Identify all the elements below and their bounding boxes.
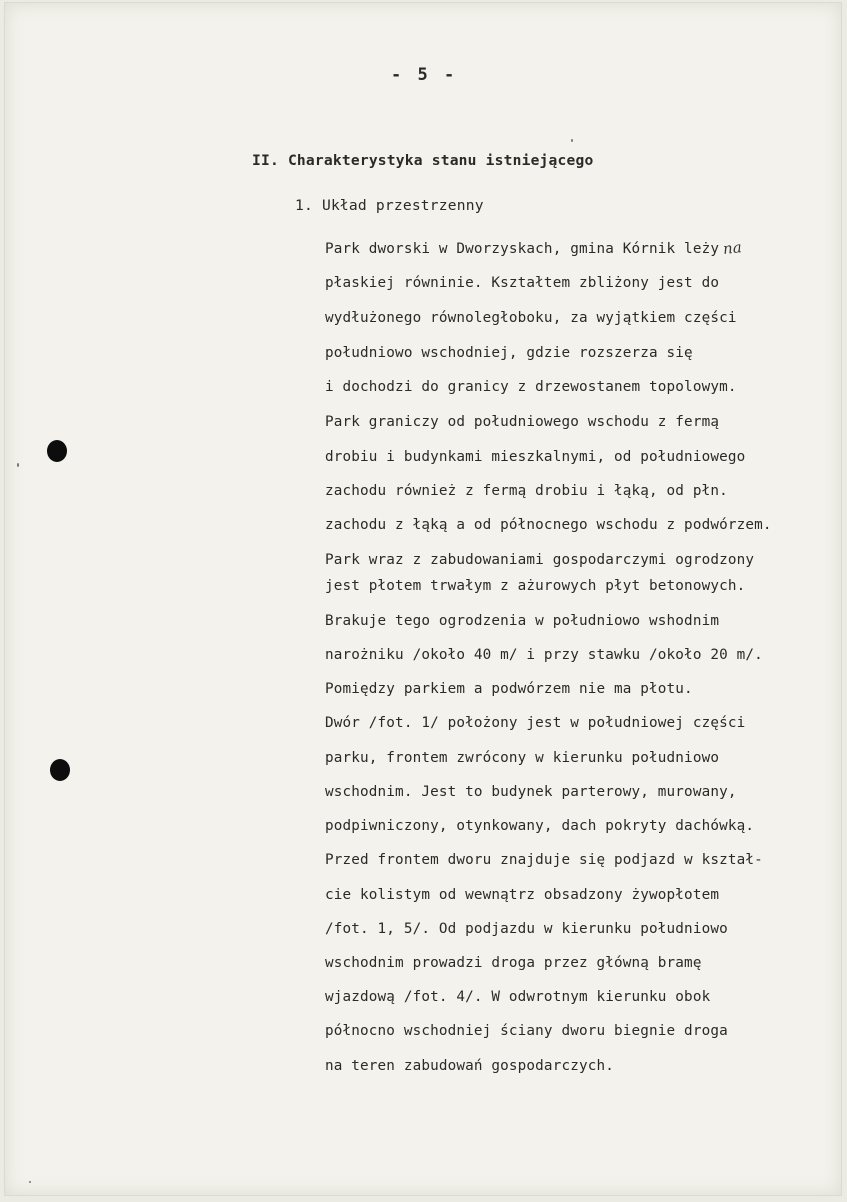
text-line: północno wschodniej ściany dworu biegnie droga [325,1023,728,1039]
paper-speck [29,1181,31,1183]
text-line: wschodnim prowadzi droga przez główną bramę [325,955,702,971]
punch-hole [50,759,70,781]
text-line: na teren zabudowań gospodarczych. [325,1058,614,1074]
text-line: drobiu i budynkami mieszkalnymi, od południowego [325,449,746,465]
punch-hole [47,440,67,462]
paper-speck [17,463,19,467]
text-line: narożniku /około 40 m/ i przy stawku /około 20 m/. [325,647,763,663]
text-line-content: Park dworski w Dworzyskach, gmina Kórnik leży [325,241,720,257]
paper-speck [571,139,573,142]
body-text [325,3,845,1202]
text-line: jest płotem trwałym z ażurowych płyt betonowych. [325,578,746,594]
document-page [4,2,842,1196]
text-line: parku, frontem zwrócony w kierunku południowo [325,750,720,766]
page-number: - 5 - [391,65,458,85]
text-line: /fot. 1, 5/. Od podjazdu w kierunku południowo [325,921,728,937]
text-line: podpiwniczony, otynkowany, dach pokryty dachówką. [325,818,755,834]
handwritten-insert: na [722,238,743,258]
text-line: Park wraz z zabudowaniami gospodarczymi ogrodzony [325,552,755,568]
text-line: Dwór /fot. 1/ położony jest w południowej części [325,715,746,731]
text-line: Pomiędzy parkiem a podwórzem nie ma płotu. [325,681,693,697]
text-line: wydłużonego równoległoboku, za wyjątkiem części [325,310,737,326]
text-line: i dochodzi do granicy z drzewostanem topolowym. [325,379,737,395]
text-line: zachodu również z fermą drobiu i łąką, od płn. [325,483,728,499]
text-line: wjazdową /fot. 4/. W odwrotnym kierunku obok [325,989,711,1005]
text-line: płaskiej równinie. Kształtem zbliżony jest do [325,275,720,291]
subsection-heading: 1. Układ przestrzenny [295,197,484,214]
text-line: Park graniczy od południowego wschodu z fermą [325,414,720,430]
text-line: Przed frontem dworu znajduje się podjazd w kształ- [325,852,763,868]
text-line: południowo wschodniej, gdzie rozszerza się [325,345,693,361]
text-line: wschodnim. Jest to budynek parterowy, murowany, [325,784,737,800]
text-line [325,238,743,258]
text-line: Brakuje tego ogrodzenia w południowo wshodnim [325,613,720,629]
text-line: zachodu z łąką a od północnego wschodu z podwórzem. [325,517,772,533]
section-heading: II. Charakterystyka stanu istniejącego [252,152,594,169]
text-line: cie kolistym od wewnątrz obsadzony żywopłotem [325,887,720,903]
